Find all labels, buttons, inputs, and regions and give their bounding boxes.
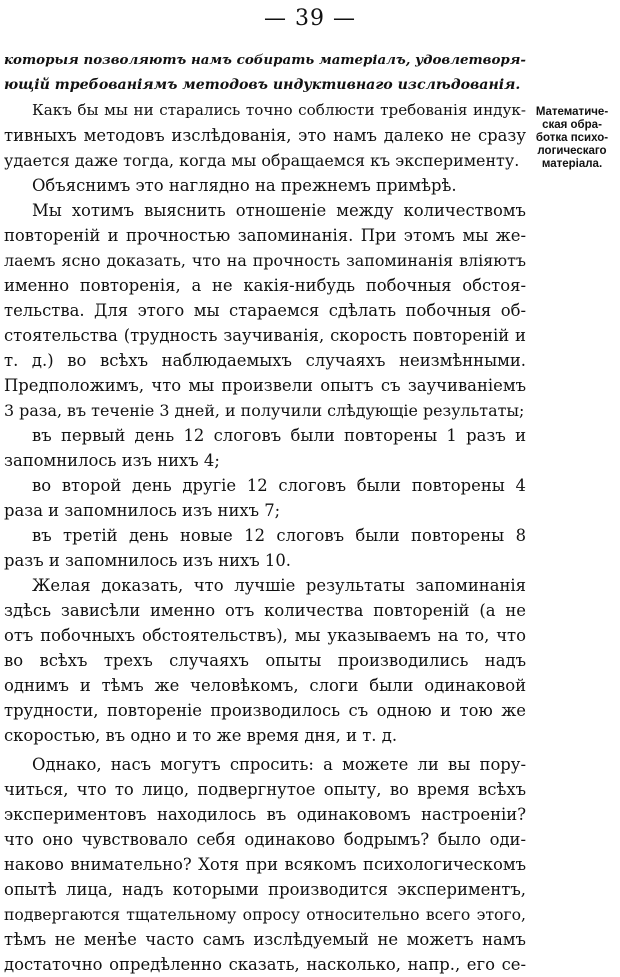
body-line: именно повторенія, а не какія-нибудь побочныя обстоя-	[4, 276, 526, 295]
margin-note-line: матеріала.	[541, 158, 603, 170]
body-line: скоростью, въ одно и то же время дня, и т. д.	[4, 726, 398, 745]
margin-note-line: ботка психо-	[535, 132, 609, 144]
body-line: тивныхъ методовъ изслѣдованія, это намъ далеко не сразу	[4, 126, 526, 145]
body-line: экспериментовъ находилось въ одинаковомъ настроеніи?	[4, 805, 526, 824]
body-line: повтореній и прочностью запоминанія. При этомъ мы же-	[4, 226, 526, 245]
body-line: тѣмъ не менѣе часто самъ изслѣдуемый не можетъ намъ	[4, 930, 526, 949]
body-line: разъ и запомнилось изъ нихъ 10.	[4, 551, 291, 570]
body-line: опытѣ лица, надъ которыми производится экспериментъ,	[4, 880, 526, 899]
body-line: которыя позволяютъ намъ собирать матеріалъ, удовлетворя-	[4, 52, 526, 68]
body-line: во всѣхъ трехъ случаяхъ опыты производились надъ	[4, 651, 526, 670]
body-line: Какъ бы мы ни старались точно соблюсти требованія индук-	[32, 101, 526, 119]
body-line: наково внимательно? Хотя при всякомъ психологическомъ	[4, 855, 526, 874]
margin-note-line: логическаго	[537, 145, 607, 157]
body-line: Желая доказать, что лучшіе результаты запоминанія	[32, 576, 526, 595]
body-line: подвергаются тщательному опросу относительно всего этого,	[4, 905, 526, 924]
body-line: ющій требованіямъ методовъ индуктивнаго изслѣдованія.	[4, 77, 521, 93]
body-line: однимъ и тѣмъ же человѣкомъ, слоги были одинаковой	[4, 676, 526, 695]
body-line: достаточно опредѣленно сказать, насколько, напр., его се-	[4, 955, 526, 974]
body-line: раза и запомнилось изъ нихъ 7;	[4, 501, 281, 520]
body-line: тельства. Для этого мы стараемся сдѣлать побочныя об-	[4, 301, 526, 320]
body-line: здѣсь зависѣли именно отъ количества повтореній (а не	[4, 601, 526, 620]
margin-note	[526, 106, 618, 171]
page-number: — 39 —	[264, 6, 356, 31]
body-line: запомнилось изъ нихъ 4;	[4, 451, 220, 470]
body-line: лаемъ ясно доказать, что на прочность запоминанія вліяютъ	[4, 251, 526, 270]
body-line: читься, что то лицо, подвергнутое опыту, во время всѣхъ	[4, 780, 526, 799]
body-line: трудности, повтореніе производилось съ одною и тою же	[4, 701, 526, 720]
body-line: въ первый день 12 слоговъ были повторены 1 разъ и	[32, 426, 526, 445]
body-line: что оно чувствовало себя одинаково бодрымъ? было оди-	[4, 830, 526, 849]
body-line: Однако, насъ могутъ спросить: а можете ли вы пору-	[32, 755, 526, 774]
body-line: Предположимъ, что мы произвели опытъ съ заучиваніемъ	[4, 376, 526, 395]
body-text	[4, 48, 526, 977]
body-line: т. д.) во всѣхъ наблюдаемыхъ случаяхъ неизмѣнными.	[4, 351, 526, 370]
body-line: отъ побочныхъ обстоятельствъ), мы указываемъ на то, что	[4, 626, 526, 645]
body-line: Объяснимъ это наглядно на прежнемъ примѣрѣ.	[32, 176, 457, 195]
body-line: удается даже тогда, когда мы обращаемся къ эксперименту.	[4, 151, 520, 170]
body-line: стоятельства (трудность заучиванія, скорость повтореній и	[4, 326, 526, 345]
body-line: Мы хотимъ выяснить отношеніе между количествомъ	[32, 201, 526, 220]
body-line: во второй день другіе 12 слоговъ были повторены 4	[32, 476, 526, 495]
margin-note-line: Математиче-	[535, 106, 609, 118]
body-line: въ третій день новые 12 слоговъ были повторены 8	[32, 526, 526, 545]
body-line: 3 раза, въ теченіе 3 дней, и получили слѣдующіе результаты;	[4, 401, 525, 420]
margin-note-line: ская обра-	[542, 119, 602, 131]
